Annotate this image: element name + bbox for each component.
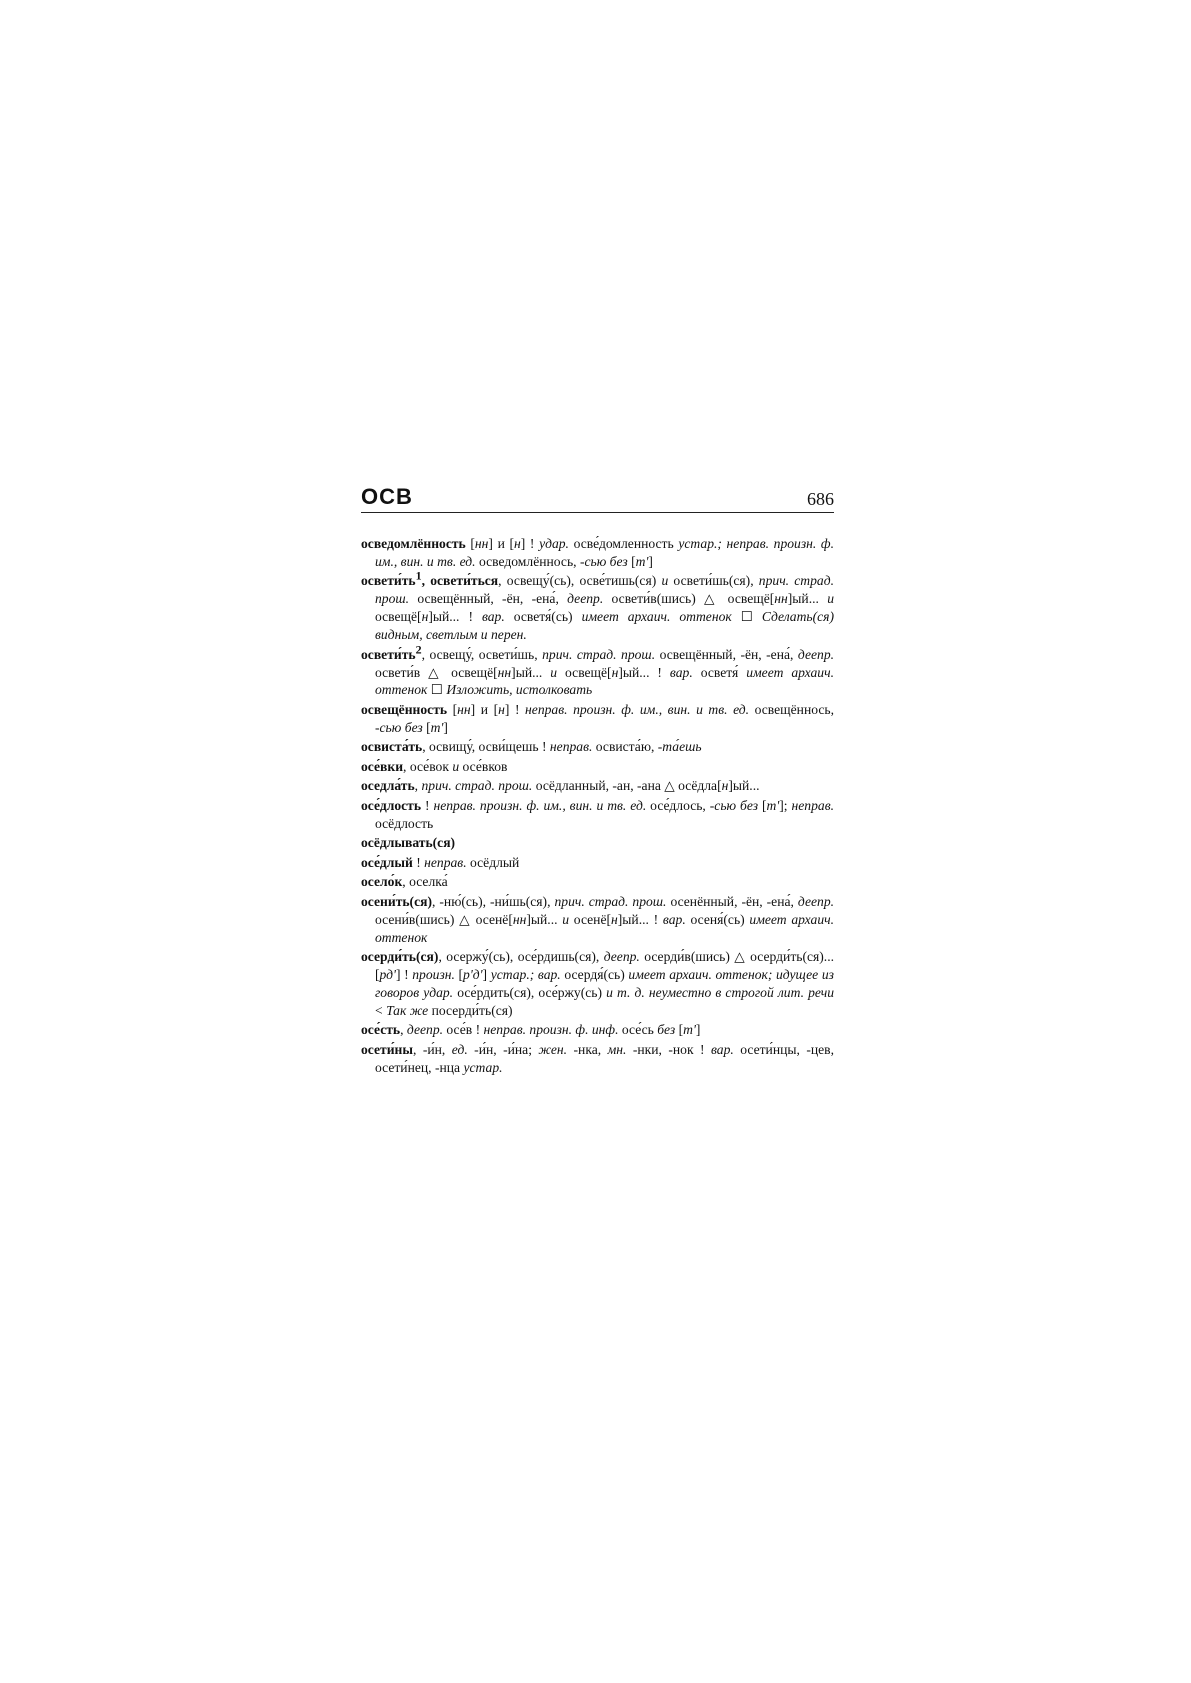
italic-note: устар.; неправ. произн. ф. им., вин. и тв. ед.	[375, 536, 834, 569]
dictionary-entry	[361, 1041, 834, 1077]
italic-note: н	[514, 536, 521, 551]
italic-note: прич. страд. прош.	[554, 893, 667, 909]
entry-text: ]ый... !	[428, 609, 482, 625]
italic-note: деепр.	[797, 646, 835, 662]
italic-note: мн.	[607, 1041, 627, 1057]
entry-text: ]	[695, 1022, 701, 1038]
entry-text: ] и [	[488, 536, 515, 551]
italic-note: произн.	[412, 966, 455, 982]
italic-note: р'д'	[463, 966, 483, 982]
italic-note: и	[562, 911, 570, 927]
dictionary-entry	[361, 568, 834, 644]
italic-note: удар.	[539, 536, 569, 551]
entry-text: осветя́	[692, 664, 747, 680]
headword: осело́к	[361, 874, 403, 890]
headword: осети́ны	[361, 1041, 413, 1057]
italic-note: т'	[430, 719, 444, 735]
entry-text: [	[422, 719, 431, 735]
italic-note: неправ. произн. ф. инф.	[483, 1022, 619, 1038]
italic-note: ед.	[451, 1041, 468, 1057]
entry-text: освещё[	[557, 664, 612, 680]
entry-text: , оселка́	[402, 874, 448, 890]
headword: осе́длый	[361, 854, 413, 870]
dictionary-entry	[361, 738, 834, 756]
italic-note: и т. д. неуместно в строгой лит. речи	[606, 984, 835, 1000]
italic-note: прич. страд. прош.	[375, 573, 834, 607]
italic-note: неправ.	[424, 854, 467, 870]
running-head	[361, 482, 834, 508]
dictionary-entry	[361, 777, 834, 795]
entry-text: !	[412, 854, 425, 870]
entry-text: осети́нцы, -цев, осети́нец, -нца	[375, 1041, 834, 1075]
entry-text: -нка,	[567, 1041, 608, 1057]
italic-note: Сделать(ся) видным, светлым и перен.	[375, 609, 834, 643]
italic-note: и	[661, 573, 669, 589]
entry-text: освети́шь(ся),	[668, 573, 759, 589]
dictionary-entry	[361, 948, 834, 1020]
italic-note: -сью без	[579, 553, 628, 569]
entry-text: осе́вков	[459, 758, 508, 774]
entry-text: [	[675, 1022, 684, 1038]
entry-text: ] и [	[470, 701, 499, 717]
italic-note: нн	[474, 536, 489, 551]
italic-note: имеет архаич. оттенок	[375, 664, 834, 698]
italic-note: н	[498, 701, 505, 717]
entry-text: освещённось,	[749, 701, 834, 717]
italic-note: н	[421, 609, 429, 625]
headword: осе́сть	[361, 1022, 401, 1038]
italic-note: деепр.	[797, 893, 835, 909]
italic-note: и	[550, 664, 558, 680]
dictionary-entry	[361, 1021, 834, 1039]
entry-text: , осержу́(сь), осе́рдишь(ся),	[438, 949, 604, 965]
entry-text: освиста́ю,	[592, 739, 658, 755]
entry-text: осенённый, -ён, -ена́,	[666, 893, 798, 909]
entry-text: ]	[443, 719, 448, 735]
entry-text: освети́в(шись) △ освещё[	[603, 591, 775, 607]
italic-note: нн	[512, 911, 527, 927]
headword: осе́вки	[361, 758, 404, 774]
headword: освети́ть	[361, 646, 416, 662]
headword: , освети́ться	[421, 573, 499, 589]
italic-note: неправ. произн. ф. им., вин. и тв. ед.	[525, 701, 750, 717]
entry-text: осенё[	[569, 911, 612, 927]
entry-text: ];	[779, 797, 792, 813]
italic-note: н	[611, 911, 618, 927]
entry-text: осёдланный, -ан, -ана △ осёдла[	[532, 778, 722, 794]
headword: оседла́ть	[361, 778, 415, 794]
italic-note: вар.	[710, 1041, 734, 1057]
italic-note: -сью без	[709, 797, 759, 813]
entry-text: [	[454, 966, 464, 982]
entry-text: [	[447, 701, 458, 717]
entry-text: ]ый... !	[617, 911, 663, 927]
entry-text: ]ый...	[787, 591, 828, 607]
italic-note: т'	[635, 553, 649, 569]
italic-note: неправ.	[791, 797, 834, 813]
italic-note: н	[721, 778, 729, 794]
italic-note: вар.	[662, 911, 686, 927]
italic-note: прич. страд. прош.	[421, 778, 533, 794]
headword: освещённость	[361, 701, 448, 717]
entry-text: , -и́н,	[413, 1041, 452, 1057]
entry-text: осеня́(сь)	[685, 911, 750, 927]
entry-text: , освещу́, освети́шь,	[421, 646, 543, 662]
entry-text: , -ню́(сь), -ни́шь(ся),	[432, 893, 555, 909]
entry-text: ☐	[731, 609, 762, 625]
headword: освети́ть	[361, 573, 416, 589]
italic-note: и	[452, 758, 460, 774]
italic-note: -сью без	[375, 719, 423, 735]
italic-note: деепр.	[603, 949, 640, 965]
dictionary-entry	[361, 893, 834, 947]
dictionary-entry	[361, 535, 834, 571]
italic-note: рд'	[379, 966, 396, 982]
entry-text: !	[421, 797, 434, 813]
italic-note: вар.	[669, 664, 693, 680]
entry-text: [	[758, 797, 767, 813]
entry-text: ] !	[504, 701, 526, 717]
entry-text: осе́рдить(ся), осе́ржу(сь)	[453, 984, 607, 1000]
italic-note: и	[827, 591, 834, 607]
italic-note: неправ. произн. ф. им., вин. и тв. ед.	[433, 797, 647, 813]
italic-note: н	[611, 664, 619, 680]
entry-text: ] !	[520, 536, 540, 551]
entry-text: ,	[400, 1022, 407, 1038]
italic-note: нн	[497, 664, 512, 680]
entry-text: освещённый, -ён, -ена́,	[409, 591, 568, 607]
entry-text: осени́в(шись) △ осенё[	[375, 911, 513, 927]
entry-text: ]ый...	[511, 664, 551, 680]
italic-note: неправ.	[549, 739, 593, 755]
headword: осёдлывать(ся)	[361, 835, 456, 851]
entry-text: , осе́вок	[403, 758, 453, 774]
entry-text: ] !	[395, 966, 413, 982]
dictionary-entry	[361, 834, 834, 852]
headword: осе́длость	[361, 797, 422, 813]
entry-text: ,	[414, 778, 422, 794]
italic-note: деепр.	[567, 591, 604, 607]
entry-text: ]ый... !	[618, 664, 670, 680]
entry-text: [	[627, 553, 636, 569]
italic-note: деепр.	[406, 1022, 444, 1038]
entry-text: осерди́в(шись) △ осерди́ть(ся)... [	[375, 949, 834, 982]
entry-text: осе́в !	[443, 1022, 484, 1038]
italic-note: нн	[774, 591, 788, 607]
entry-text: осёдлый	[466, 854, 520, 870]
entry-text: освещё[	[375, 609, 422, 625]
entry-text: освещённый, -ён, -ена́,	[655, 646, 798, 662]
italic-note: Изложить, истолковать	[446, 682, 593, 698]
header-rule	[361, 512, 834, 513]
entry-text: , освищу́, осви́щешь !	[422, 739, 550, 755]
entry-text: осердя́(сь)	[560, 966, 629, 982]
italic-note: без	[657, 1022, 676, 1038]
dictionary-entry	[361, 758, 834, 776]
italic-note: т'	[766, 797, 780, 813]
dictionary-entry	[361, 701, 834, 737]
italic-note: имеет архаич. оттенок; идущее из говоров удар.	[375, 966, 834, 1000]
entry-text: осе́длось,	[646, 797, 710, 813]
entry-text: осе́сь	[618, 1022, 658, 1038]
entry-text: , освещу́(сь), осве́тишь(ся)	[498, 573, 662, 589]
italic-note: вар.	[481, 609, 505, 625]
entry-text: осведомлённось,	[475, 553, 580, 569]
dictionary-page	[361, 482, 834, 1078]
dictionary-entry	[361, 642, 835, 700]
entry-text: посерди́ть(ся)	[428, 1002, 513, 1018]
homonym-index: 2	[415, 642, 422, 657]
headword: осведомлённость	[361, 536, 466, 551]
page-number: 686	[807, 489, 834, 509]
entry-text: ]ый...	[526, 911, 563, 927]
headword: осерди́ть(ся)	[361, 949, 439, 965]
italic-note: прич. страд. прош.	[542, 646, 656, 662]
entry-text: <	[375, 1002, 387, 1018]
dictionary-entry	[361, 873, 834, 891]
italic-note: т'	[683, 1022, 696, 1038]
italic-note: имеет архаич. оттенок	[581, 609, 732, 625]
entry-text: осветя́(сь)	[504, 609, 582, 625]
entry-text: ]ый...	[728, 778, 760, 794]
running-head-word: ОСВ	[361, 484, 413, 509]
entry-list	[361, 535, 834, 1077]
entry-text: [	[465, 536, 475, 551]
headword: освиста́ть	[361, 739, 423, 755]
entry-text: ]	[482, 966, 491, 982]
homonym-index: 1	[415, 568, 422, 583]
entry-text: осёдлость	[375, 815, 434, 831]
italic-note: нн	[457, 701, 471, 717]
dictionary-entry	[361, 797, 834, 833]
entry-text: ]	[648, 553, 653, 569]
entry-text: осве́домленность	[568, 536, 679, 551]
italic-note: -та́ешь	[657, 739, 702, 755]
dictionary-entry	[361, 854, 834, 872]
entry-text: -нки, -нок !	[626, 1041, 711, 1057]
italic-note: Так же	[386, 1002, 429, 1018]
italic-note: имеет архаич. оттенок	[375, 911, 834, 945]
italic-note: устар.; вар.	[490, 966, 561, 982]
italic-note: устар.	[463, 1059, 503, 1075]
entry-text: ☐	[427, 682, 447, 698]
headword: осени́ть(ся)	[361, 893, 433, 909]
entry-text: -и́н, -и́на;	[467, 1041, 539, 1057]
italic-note: жен.	[538, 1041, 568, 1057]
entry-text: освети́в △ освещё[	[375, 664, 498, 680]
